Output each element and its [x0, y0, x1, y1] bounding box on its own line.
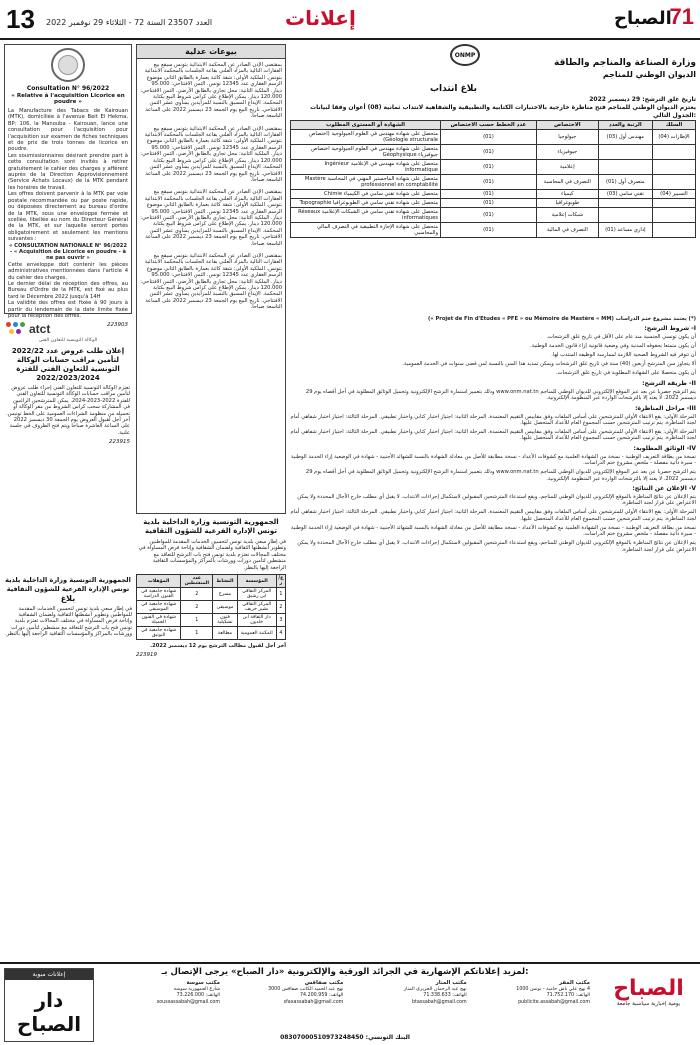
table-cell: (01): [441, 175, 537, 190]
footer-bank-line: البنك التونسي: 08307000510973248450: [280, 1034, 410, 1041]
table-cell: شبكات إعلامية: [536, 208, 598, 223]
table-cell: (01): [441, 190, 537, 199]
table-row: [291, 130, 696, 145]
page-footer: [0, 962, 700, 1045]
page-number: 13: [6, 4, 35, 34]
table-cell: [652, 199, 695, 208]
table-cell: 2: [276, 601, 285, 614]
consultation-ref: 223903: [107, 322, 128, 329]
office-card: [100, 980, 220, 1006]
table-cell: (01): [441, 130, 537, 145]
table-cell: التسيير (04): [652, 190, 695, 199]
consultation-title: Consultation N° 96/2022: [26, 85, 110, 92]
masthead-number: 71: [669, 4, 694, 29]
municipality-title: الجمهورية التونسية وزارة الداخلية بلدية تونس الإدارة الفرعية للشؤون الثقافية: [5, 576, 131, 593]
masthead-name: الصباح: [614, 8, 672, 29]
table-header: الرتبة والعدد: [598, 121, 652, 130]
table-cell: (01): [441, 145, 537, 160]
list-item: أن تتوفر فيه الشروط الصحية اللازمة لممارسة الوظيفة المنتدب لها.: [551, 352, 696, 359]
list-item: ألا يتجاوز سن المترشح أربعين (40) سنة في تاريخ غلق الترشحات ويمكن تمديد هذا السن بالنسبة لمن قضى سنوات في الخدمة العمومية.: [402, 361, 696, 368]
table-cell: [652, 160, 695, 175]
table-cell: المركز الثقافي ابن رشيق: [237, 588, 276, 601]
list-item: أن يكون متحصلا على الشهادة المطلوبة في تاريخ غلق الترشحات.: [556, 370, 696, 377]
consultation-paragraph: Les soumissionnaires désirant prendre part à cette consultation sont invités à retirer gratuitement le cahier des charges y afférent auprès de la Direction Approvisionnement (Service Achats Locaux) de la MTK pendant les horaires de travail.: [8, 152, 128, 191]
ministry-notice: بلاغ انتداب: [430, 84, 477, 94]
section-heading: III- مراحل المناظرة:: [635, 404, 696, 412]
office-address: شارع الجمهورية سوسة: [173, 987, 221, 993]
culture-ad-closing: آخر أجل لقبول مطالب الترشح يوم 12 ديسمبر 2022.: [150, 643, 286, 650]
office-phone: الهاتف: 71.752.170: [546, 993, 590, 999]
atct-name: atct: [29, 322, 51, 336]
table-cell: جيوفيزياء: [536, 145, 598, 160]
office-phone: الهاتف: 74.200.959: [299, 993, 344, 999]
office-phone: الهاتف: 71.338.633: [423, 993, 467, 999]
consultation-paragraph: Le dernier délai de réception des offres, au Bureau d'Ordre de la MTK, est fixé au plus tard le Décembre 2022 jusqu'à 14H: [8, 280, 128, 300]
table-cell: دار الثقافة ابن خلدون: [237, 614, 276, 627]
table-cell: (01): [441, 223, 537, 238]
section-heading: IV- الوثائق المطلوبة:: [633, 444, 696, 452]
page-header: [0, 0, 700, 40]
judicial-sales-body: بمقتضى الإذن الصادر عن المحكمة الابتدائية بتونس سيقع بيع العقارات التالية بالمزاد العلني بقاعة الجلسات بالمحكمة الابتدائية بتونس. الملكية الأولى: شقة كائنة بعمارة بالطابق الثاني موضوع الرسم العقاري عدد 12345 تونس. الثمن الافتتاحي: 95.000 دينار. الملكية الثانية: محل تجاري بالطابق الأرضي. الثمن الافتتاحي: 120.000 دينار. يمكن الإطلاع على كراس شروط البيع بكتابة المحكمة. الإيداع المسبق بالنسبة للمزايدين يساوي عشر الثمن الافتتاحي. تاريخ البيع يوم الجمعة 23 ديسمبر 2022 على الساعة التاسعة صباحا.: [140, 62, 282, 120]
table-cell: 1: [181, 614, 213, 627]
table-cell: [652, 223, 695, 238]
office-email[interactable]: btassabah@gmail.com: [411, 999, 467, 1005]
office-card: [470, 980, 590, 1006]
judicial-sales-body: بمقتضى الإذن الصادر عن المحكمة الابتدائية بتونس سيقع بيع العقارات التالية بالمزاد العلني بقاعة الجلسات بالمحكمة الابتدائية بتونس. الملكية الأولى: شقة كائنة بعمارة بالطابق الثاني موضوع الرسم العقاري عدد 12345 تونس. الثمن الافتتاحي: 95.000 دينار. الملكية الثانية: محل تجاري بالطابق الأرضي. الثمن الافتتاحي: 120.000 دينار. يمكن الإطلاع على كراس شروط البيع بكتابة المحكمة. الإيداع المسبق بالنسبة للمزايدين يساوي عشر الثمن الافتتاحي. تاريخ البيع يوم الجمعة 23 ديسمبر 2022 على الساعة التاسعة صباحا.: [140, 125, 282, 183]
section-body: المرحلة الأولى: يقع الانتقاء الأولي للمترشحين على أساس الملفات وفق مقاييس التقييم المعتمدة. المرحلة الثانية: اجتياز اختبار كتابي واختبار تطبيقي. المرحلة الثالثة: اجتياز اختبار شفاهي أمام لجنة المناظرة. يتم ترتيب المترشحين حسب المجموع العام للأعداد المتحصل عليها.: [290, 413, 696, 427]
table-header: النشاط: [213, 575, 237, 588]
table-row: [291, 145, 696, 160]
culture-ad-body: في إطار سعي بلدية تونس لتحسين الخدمات المقدمة للمواطنين وتطوير أنشطتها الثقافية ولضمان الشفافية وإتاحة فرص المساواة في مختلف المجالات تعتزم بلدية تونس فتح باب الترشح للتعاقد مع منشطين لتأمين دورات وورشات بالمراكز والمؤسسات الثقافية الراجعة إليها بالنظر.: [138, 539, 286, 571]
logo-banner: إعلانات مبوبة: [5, 969, 93, 980]
section-body: يتم الترشح حصريا عن بعد عبر الموقع الإلكتروني للديوان الوطني للمناجم www.onm.nat.tn وذلك بتعمير استمارة الترشح الإلكترونية وتحميل الوثائق المطلوبة في أجل أقصاه يوم 29 ديسمبر 2022. لا يعتد إلا بالترشحات الواردة عبر المنظومة الإلكترونية.: [305, 469, 696, 482]
judicial-sales-body: بمقتضى الإذن الصادر عن المحكمة الابتدائية بتونس سيقع بيع العقارات التالية بالمزاد العلني بقاعة الجلسات بالمحكمة الابتدائية بتونس. الملكية الأولى: شقة كائنة بعمارة بالطابق الثاني موضوع الرسم العقاري عدد 12345 تونس. الثمن الافتتاحي: 95.000 دينار. الملكية الثانية: محل تجاري بالطابق الأرضي. الثمن الافتتاحي: 120.000 دينار. يمكن الإطلاع على كراس شروط البيع بكتابة المحكمة. الإيداع المسبق بالنسبة للمزايدين يساوي عشر الثمن الافتتاحي. تاريخ البيع يوم الجمعة 23 ديسمبر 2022 على الساعة التاسعة صباحا.: [140, 189, 282, 247]
municipality-notice: بلاغ: [60, 594, 76, 603]
table-cell: موسيقى: [213, 601, 237, 614]
table-cell: [598, 199, 652, 208]
culture-ad: [136, 518, 286, 924]
atct-headline: إعلان طلب عروض عدد 2022/22 لتأمين مراقب حسابات الوكالة التونسية للتعاون الفني للفترة 2022/2023/2024: [11, 347, 125, 382]
municipality-body: في إطار سعي بلدية تونس لتحسين الخدمات المقدمة للمواطنين وتطوير أنشطتها الثقافية ولضمان الشفافية وإتاحة فرص المساواة في مختلف المجالات تعتزم بلدية تونس فتح باب الترشح للتعاقد مع منشطين لتأمين دورات وورشات بالمراكز والمؤسسات الثقافية الراجعة إليها بالنظر.: [4, 605, 132, 638]
section-body: يتم الإعلان عن نتائج المناظرة بالموقع الإلكتروني للديوان الوطني للمناجم، ويقع استدعاء المترشحين المقبولين لاستكمال إجراءات الانتداب. لا يقبل أي مطلب خارج الآجال المحددة ولا يمكن الاعتراض على قرار لجنة المناظرة.: [297, 540, 696, 553]
table-header: ع/ر: [276, 575, 285, 588]
dar-assabah-logo: [4, 968, 94, 1042]
office-email[interactable]: soussassabah@gmail.com: [156, 999, 221, 1005]
table-cell: فنون تشكيلية: [213, 614, 237, 627]
table-row: [137, 588, 286, 601]
section-body: يتم الترشح حصريا عن بعد عبر الموقع الإلكتروني للديوان الوطني للمناجم www.onm.nat.tn وذلك بتعمير استمارة الترشح الإلكترونية وتحميل الوثائق المطلوبة في أجل أقصاه يوم 29 ديسمبر 2022. لا يعتد إلا بالترشحات الواردة عبر المنظومة الإلكترونية.: [305, 388, 696, 402]
municipality-ad: [4, 576, 132, 638]
table-cell: الإطارات (04): [652, 130, 695, 145]
table-cell: مطالعة: [213, 627, 237, 640]
table-header: الاختصاص: [536, 121, 598, 130]
logo-name: دار الصباح: [16, 988, 82, 1036]
section-title: إعلانات: [285, 6, 356, 30]
ministry-note: (*) يعتمد مشروع ختم الدراسات (Projet de Fin d'Etudes « PFE » ou Mémoire de Mastère « MM »): [427, 316, 696, 322]
table-cell: 2: [181, 588, 213, 601]
office-phone: الهاتف: 73.226.000: [176, 993, 221, 999]
table-header: عدد الخطط حسب الاختصاص: [441, 121, 537, 130]
table-cell: متحصل على شهادة الماجستير المهني في المحاسبة Mastère professionnel en comptabilité: [291, 175, 441, 190]
consultation-subtitle: « Relative à l'acquisition Licorice en poudre »: [11, 93, 125, 105]
culture-ad-ref: 223919: [136, 652, 157, 659]
atct-body: تعتزم الوكالة التونسية للتعاون الفني إجراء طلب عروض لتأمين مراقب حسابات الوكالة التونسية للتعاون الفني للفترة 2022-2023-2024. يمكن للمترشحين الراغبين في المشاركة سحب كراس الشروط من مقر الوكالة أو تحميله من منظومة الشراءات العمومية على الخط تونبس. آخر أجل لقبول العروض يوم الجمعة 30 ديسمبر 2022 على الساعة العاشرة صباحا ويتم فتح الظروف في جلسة علنية.: [6, 385, 130, 436]
table-cell: متحصل على شهادة مهندس في العلوم الجيولوجية (اختصاص Géologie structurale): [291, 130, 441, 145]
table-cell: 3: [276, 614, 285, 627]
table-cell: كيمياء: [536, 190, 598, 199]
ministry-logo-icon: ONMP: [450, 44, 480, 66]
culture-ad-title: الجمهورية التونسية وزارة الداخلية بلدية تونس الإدارة الفرعية للشؤون الثقافية: [143, 518, 279, 535]
table-cell: متحصل على شهادة مهندس في الإعلامية Ingénieur informatique: [291, 160, 441, 175]
table-cell: طوبوغرافيا: [536, 199, 598, 208]
table-header: عدد المنشطين: [181, 575, 213, 588]
table-cell: (01): [441, 208, 537, 223]
left-column: [4, 44, 132, 924]
judicial-sales-ad: [136, 44, 286, 514]
table-cell: جيولوجيا: [536, 130, 598, 145]
table-row: [291, 223, 696, 238]
table-row: [291, 199, 696, 208]
table-cell: متحصل على شهادة تقني سامي في الشبكات الإعلامية Réseaux informatiques: [291, 208, 441, 223]
table-cell: إداري مساعد (01): [598, 223, 652, 238]
table-cell: متحصل على شهادة الإجازة التطبيقية في التصرف المالي والمحاسبي: [291, 223, 441, 238]
table-cell: (01): [441, 160, 537, 175]
culture-table: [136, 574, 286, 640]
posts-table: [290, 120, 696, 238]
office-title: مكتب سوسة: [186, 980, 221, 986]
section-body: نسخة من بطاقة التعريف الوطنية - نسخة من الشهادة العلمية مع كشوفات الأعداد - نسخة مطابقة للأصل من معادلة الشهادة بالنسبة للشهائد الأجنبية - شهادة في الوضعية إزاء الخدمة الوطنية - سيرة ذاتية مفصلة - ملخص مشروع ختم الدراسات.: [290, 524, 696, 538]
table-header: السلك: [652, 121, 695, 130]
table-cell: شهادة جامعية في الفنون الدرامية: [137, 588, 181, 601]
office-card: [223, 980, 343, 1006]
ministry-ad: [290, 44, 696, 960]
table-cell: المكتبة العمومية: [237, 627, 276, 640]
atct-ad: [4, 320, 132, 570]
table-cell: [598, 208, 652, 223]
table-cell: متحصل على شهادة تقني سامي في الكيمياء Chimie: [291, 190, 441, 199]
table-cell: التصرف في المالية: [536, 223, 598, 238]
judicial-sales-heading: بيوعات عدلية: [137, 45, 285, 59]
table-cell: [652, 208, 695, 223]
table-cell: متصرف أول (01): [598, 175, 652, 190]
section-heading: I- شروط الترشح:: [644, 325, 696, 333]
table-header: الشهادة أو المستوى المطلوب: [291, 121, 441, 130]
table-cell: [598, 160, 652, 175]
table-cell: [598, 145, 652, 160]
table-row: [137, 627, 286, 640]
consultation-paragraph: La validité des offres est fixée à 90 jours à partir du lendemain de la date limite fixée pour la réception des offres.: [8, 300, 128, 319]
judicial-sales-body: بمقتضى الإذن الصادر عن المحكمة الابتدائية بتونس سيقع بيع العقارات التالية بالمزاد العلني بقاعة الجلسات بالمحكمة الابتدائية بتونس. الملكية الأولى: شقة كائنة بعمارة بالطابق الثاني موضوع الرسم العقاري عدد 12345 تونس. الثمن الافتتاحي: 95.000 دينار. الملكية الثانية: محل تجاري بالطابق الأرضي. الثمن الافتتاحي: 120.000 دينار. يمكن الإطلاع على كراس شروط البيع بكتابة المحكمة. الإيداع المسبق بالنسبة للمزايدين يساوي عشر الثمن الافتتاحي. تاريخ البيع يوم الجمعة 23 ديسمبر 2022 على الساعة التاسعة صباحا.: [140, 252, 282, 311]
table-cell: 1: [276, 588, 285, 601]
seal-icon: [51, 48, 85, 82]
office-address: نهج عبد الحميد الكاتب صفاقس 3000: [268, 987, 344, 993]
consultation-paragraph: La Manufacture des Tabacs de Kairouan (MTK), domiciliée à l'avenue Beit El Hekma, BP: 106, la Manouba - Kairouan, lance une consultation pour l'acquisition pour l'acquisition sur examen de fiches techniques et de prix de trois tonnes de licorice en poudre.: [8, 108, 128, 153]
table-cell: متحصل على شهادة تقني سامي في الطوبوغرافيا Topographie: [291, 199, 441, 208]
table-cell: 2: [181, 601, 213, 614]
office-card: [347, 980, 467, 1006]
table-cell: [652, 145, 695, 160]
office-email[interactable]: sfaxassabah@gmail.com: [283, 999, 344, 1005]
section-body: المرحلة الأولى: يقع الانتقاء الأولي للمترشحين على أساس الملفات وفق مقاييس التقييم المعتمدة. المرحلة الثانية: اجتياز اختبار كتابي واختبار تطبيقي. المرحلة الثالثة: اجتياز اختبار شفاهي أمام لجنة المناظرة. يتم ترتيب المترشحين حسب المجموع العام للأعداد المتحصل عليها.: [290, 429, 696, 442]
table-row: [291, 208, 696, 223]
table-row: [291, 160, 696, 175]
office-email[interactable]: publicite.assabah@gmail.com: [518, 999, 590, 1005]
table-row: [291, 190, 696, 199]
table-cell: شهادة جامعية في الموسيقى: [137, 601, 181, 614]
office-address: 4 نهج علي باش حامبة - تونس 1000: [516, 987, 590, 993]
section-heading: V- الإعلان عن النتائج:: [632, 485, 696, 493]
masthead-logo: [614, 4, 694, 34]
section-body: المرحلة الأولى: يقع الانتقاء الأولي للمترشحين على أساس الملفات وفق مقاييس التقييم المعتمدة. المرحلة الثانية: اجتياز اختبار كتابي واختبار تطبيقي. المرحلة الثالثة: اجتياز اختبار شفاهي أمام لجنة المناظرة. يتم ترتيب المترشحين حسب المجموع العام للأعداد المتحصل عليها.: [290, 509, 696, 522]
section-heading: II- طريقة الترشح:: [642, 379, 696, 387]
consultation-paragraph: Cette enveloppe doit contenir les pièces administratives mentionnées dans l'article 4 du cahier des charges.: [8, 261, 128, 281]
table-cell: مسرح: [213, 588, 237, 601]
office-title: مكتب المنار: [435, 980, 467, 986]
table-row: [291, 175, 696, 190]
table-cell: مهندس أول (03): [598, 130, 652, 145]
atct-dots-icon: [6, 322, 26, 336]
footer-headline: لمزيد إعلاناتكم الإشهارية في الجرائد الورقية والإلكترونية «دار الصباح» يرجى الإتصال بـ:: [161, 967, 529, 977]
table-header: المؤسسة: [237, 575, 276, 588]
table-header: المؤهلات: [137, 575, 181, 588]
table-row: [137, 614, 286, 627]
issue-line: العدد 23507 السنة 72 - الثلاثاء 29 نوفمبر 2022: [46, 18, 213, 27]
table-cell: تقني سامي (03): [598, 190, 652, 199]
consultation-paragraph: Les offres doivent parvenir à la MTK par voie postale recommandée ou par poste rapide, ou déposées directement au bureau d'ordre de la MTK, sous une enveloppe fermée et scellée, libellée au nom du Directeur Général de la MTK, et sur laquelle seront portés obligatoirement et seulement les mentions suivantes :: [8, 191, 128, 243]
list-item: أن يكون متمتعا بحقوقه المدنية وفي وضعية قانونية إزاء قانون الخدمة الوطنية.: [530, 343, 696, 350]
section-body: نسخة من بطاقة التعريف الوطنية - نسخة من الشهادة العلمية مع كشوفات الأعداد - نسخة مطابقة للأصل من معادلة الشهادة بالنسبة للشهائد الأجنبية - شهادة في الوضعية إزاء الخدمة الوطنية - سيرة ذاتية مفصلة - ملخص مشروع ختم الدراسات.: [290, 453, 696, 467]
table-cell: شهادة في الفنون الجميلة: [137, 614, 181, 627]
ministry-body: [290, 316, 696, 956]
ministry-office-title: الديوان الوطني للمناجم: [602, 70, 696, 79]
list-item: أن يكون تونسي الجنسية منذ عام على الأقل في تاريخ غلق الترشحات.: [546, 334, 696, 341]
table-cell: التصرف في المحاسبة: [536, 175, 598, 190]
consultation-paragraph: « CONSULTATION NATIONALE N° 96/2022 - « Acquisition de Licorice en poudre - à ne pas ouvrir »: [8, 242, 128, 262]
table-cell: المركز الثقافي بشير خريف: [237, 601, 276, 614]
table-cell: [652, 175, 695, 190]
footer-offices: [100, 980, 590, 1006]
atct-caption: الوكالة التونسية للتعاون الفني: [38, 338, 98, 343]
office-title: مكتب صفاقس: [304, 980, 344, 986]
table-row: [137, 601, 286, 614]
assabah-logo: [601, 968, 696, 1042]
logo-tagline: يومية إخبارية سياسية جامعة: [616, 1001, 681, 1007]
office-address: نهج عبد الرحمان الجزيري المنار: [403, 987, 467, 993]
table-cell: إعلامية: [536, 160, 598, 175]
office-title: مكتب المقر: [559, 980, 590, 986]
table-cell: 1: [181, 627, 213, 640]
table-cell: متحصل على شهادة مهندس في العلوم الجيولوجية اختصاص جيوفيزياء Géophysique: [291, 145, 441, 160]
atct-ref: 223915: [109, 439, 130, 446]
ministry-intro-text: يعتزم الديوان الوطني للمناجم فتح مناظرة خارجية بالاختبارات الكتابية والتطبيقية والشفاهية لانتداب ثمانية (08) أعوان وفقا لبيانات الجدول التالي:: [310, 104, 696, 119]
table-cell: 4: [276, 627, 285, 640]
table-cell: شهادة جامعية في التوثيق: [137, 627, 181, 640]
logo-name: الصباح: [613, 976, 684, 1001]
ministry-title: وزارة الصناعة والمناجم والطاقة: [554, 58, 696, 68]
ministry-intro: [290, 96, 696, 120]
section-body: يتم الإعلان عن نتائج المناظرة بالموقع الإلكتروني للديوان الوطني للمناجم، ويقع استدعاء المترشحين المقبولين لاستكمال إجراءات الانتداب. لا يقبل أي مطلب خارج الآجال المحددة ولا يمكن الاعتراض على قرار لجنة المناظرة.: [297, 494, 696, 507]
table-cell: (01): [441, 199, 537, 208]
ministry-deadline: تاريخ غلق الترشح: 29 ديسمبر 2022: [589, 96, 696, 103]
